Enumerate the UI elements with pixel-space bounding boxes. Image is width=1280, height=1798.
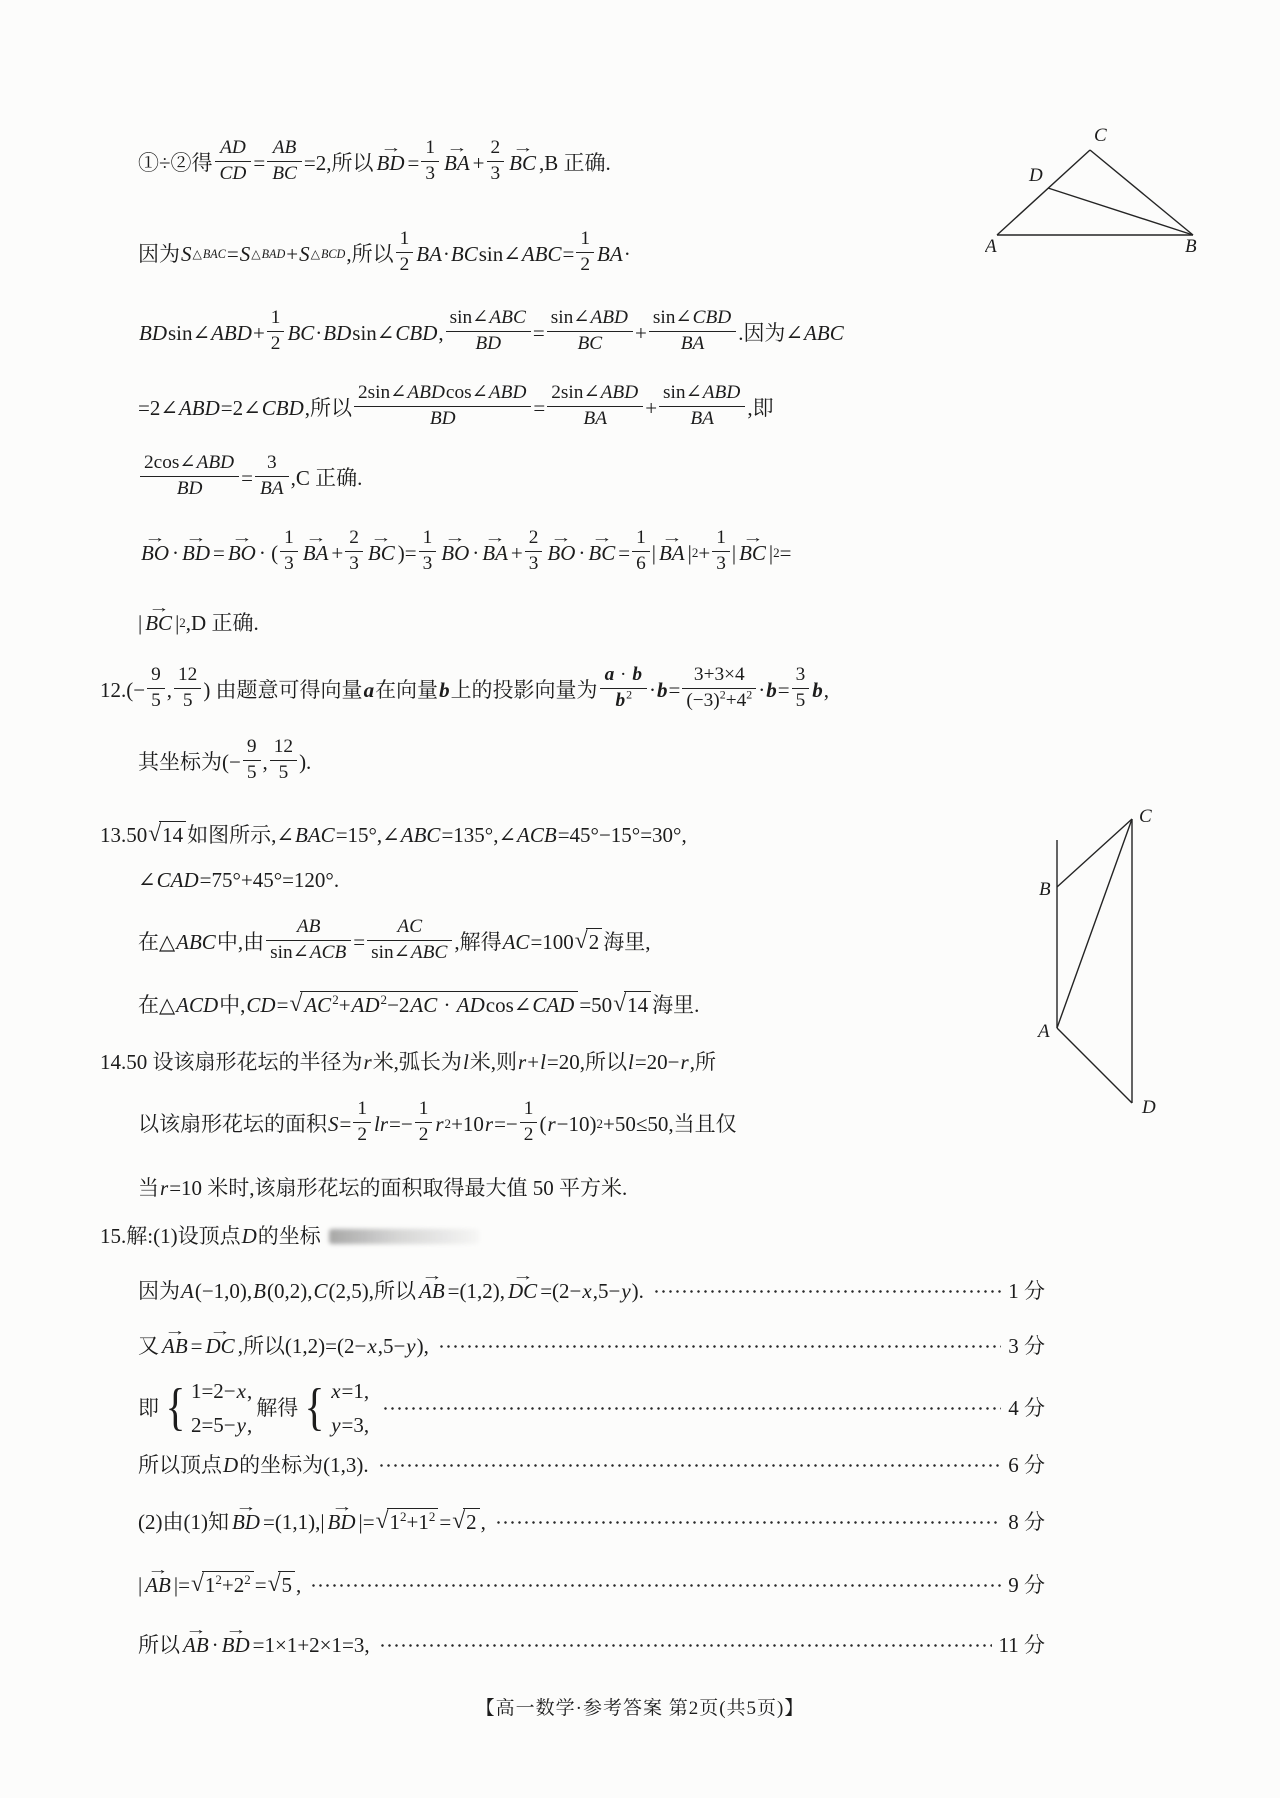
step-math: 又 AB → = DC → ,所以(1,2)=(2− x ,5− y ), <box>138 1334 429 1358</box>
fig1-segment-db <box>1048 188 1193 235</box>
dotted-leader <box>653 1289 1001 1294</box>
p14-line-3: 当 r =10 米时,该扇形花坛的面积取得最大值 50 平方米. <box>138 1175 628 1200</box>
p14-line-2: 以该扇形花坛的面积 S = $\frac{1}{2}$ lr =− $\frac{1}{2}$ r 2 +10 r =− $\frac{1}{2}$ ( r −10) 2 +50≤50,当且仅 <box>138 1098 737 1145</box>
step-math: 即 { 1=2−x, 2=5−y, 解得 { x=1, y=3, <box>138 1378 370 1437</box>
p12-line-1: 12.(− $\frac{9}{5}$ , $\frac{12}{5}$ ) 由题意可得向量 a 在向量 b 上的投影向量为 $\frac{a \cdot b}{b^2}$ · b = $\frac{3+3\times 4}{(-3)^2+4^2}$ · b = $\frac{3}{5}$ b , <box>100 664 830 711</box>
fig2-label-d: D <box>1142 1097 1156 1118</box>
figure-triangle-abc <box>985 125 1203 257</box>
p15-step-1 <box>138 1261 1045 1321</box>
p13-line-3: 在△ ABC 中,由 $\frac{AB}{\text{sin∠ACB}}$ = $\frac{AC}{\text{sin∠ABC}}$ ,解得 AC =100 √2 海里, <box>138 916 651 963</box>
p15-intro-line <box>100 1206 479 1266</box>
score-badge: 11 分 <box>998 1632 1045 1657</box>
p14-line-1: 14.50 设该扇形花坛的半径为 r 米,弧长为 l 米,则 r + l =20,所以 l =20− r ,所 <box>100 1049 716 1074</box>
fig2-segment-ad <box>1057 1028 1132 1103</box>
fig2-segment-bc <box>1057 819 1132 887</box>
fig2-segment-ac <box>1057 819 1132 1028</box>
score-badge: 3 分 <box>1008 1333 1045 1358</box>
p11-line-4: =2∠ ABD =2∠ CBD ,所以 $\frac{\text{2sin∠ABDcos∠ABD}}{BD}$ = $\frac{\text{2sin∠ABD}}{BA}$ + $\frac{\text{sin∠ABD}}{BA}$ ,即 <box>138 382 774 429</box>
fig2-label-c: C <box>1139 806 1152 827</box>
p12-line-2: 其坐标为(− $\frac{9}{5}$ , $\frac{12}{5}$ ). <box>138 736 312 783</box>
fig1-side-cb <box>1090 150 1193 235</box>
p15-step-7 <box>138 1615 1045 1675</box>
step-math: 所以顶点 D 的坐标为(1,3). <box>138 1452 369 1477</box>
p15-step-4 <box>138 1435 1045 1495</box>
fig1-label-d: D <box>1029 165 1043 186</box>
score-badge: 4 分 <box>1008 1395 1045 1420</box>
p11-line-5: $\frac{\text{2cos∠ABD}}{BD}$ = $\frac{3}{BA}$ ,C 正确. <box>138 448 362 508</box>
score-badge: 9 分 <box>1008 1572 1045 1597</box>
p13-line-4: 在△ ACD 中, CD = $√AC^2+AD^2-2AC$ · ADcos∠CAD =50 √14 海里. <box>138 990 700 1017</box>
p11-line-3: BD sin∠ ABD + $\frac{1}{2}$ BC · BD sin∠ CBD , $\frac{\text{sin∠ABC}}{BD}$ = $\frac{\text{sin∠ABD}}{BC}$ + $\frac{\text{sin∠CBD}}{BA}$ .因为∠ ABC <box>139 307 844 354</box>
dotted-leader <box>310 1583 1001 1588</box>
score-badge: 6 分 <box>1008 1452 1045 1477</box>
p15-step-2 <box>138 1316 1045 1376</box>
page-footer: 【高一数学·参考答案 第2页(共5页)】 <box>475 1698 805 1719</box>
print-smudge <box>329 1229 479 1244</box>
p11-line-1: ①÷②得 $\frac{AD}{CD}$ = $\frac{AB}{BC}$ =2,所以 BD → = $\frac{1}{3}$ BA → + $\frac{2}{3}$ BC → ,B 正确. <box>138 133 611 193</box>
fig2-label-b: B <box>1039 879 1051 900</box>
dotted-leader <box>438 1344 1001 1349</box>
step-math: 所以 AB → · BD → =1×1+2×1=3, <box>138 1633 370 1657</box>
figure-bearing-diagram <box>1035 800 1177 1125</box>
dotted-leader <box>379 1643 992 1648</box>
p11-line-6: BO → · BD → = BO → · ( $\frac{1}{3}$ BA → + $\frac{2}{3}$ BC → )= $\frac{1}{3}$ BO → · BA → + $\frac{2}{3}$ BO → · BC → = $\frac{1}{6}$ | BA → | 2 + $\frac{1}{3}$ | BC → | 2 = <box>138 523 792 583</box>
p15-intro-text: 15.解:(1)设顶点 D 的坐标 <box>100 1223 321 1248</box>
fig1-label-c: C <box>1094 125 1107 146</box>
step-math: 因为 A (−1,0), B (0,2), C (2,5),所以 AB → =(1,2), DC → =(2− x ,5− y ). <box>138 1279 644 1303</box>
step-math: (2)由(1)知 BD → =(1,1),| BD → |= $√1^2+1^2$ = √2 , <box>138 1508 486 1536</box>
dotted-leader <box>378 1463 1002 1468</box>
p13-line-2: ∠ CAD =75°+45°=120°. <box>138 867 340 892</box>
score-badge: 8 分 <box>1008 1509 1045 1534</box>
p11-line-7: | BC → | 2 ,D 正确. <box>138 593 259 653</box>
score-badge: 1 分 <box>1008 1278 1045 1303</box>
fig1-label-b: B <box>1185 236 1197 257</box>
fig1-label-a: A <box>985 236 997 257</box>
p13-line-1: 13.50 √14 如图所示,∠ BAC =15°,∠ ABC =135°,∠ ACB =45°−15°=30°, <box>100 820 687 847</box>
step-math: | AB → |= $√1^2+2^2$ = √5 , <box>138 1571 301 1599</box>
p11-line-2: 因为 S △BAC = S △BAD + S △BCD ,所以 $\frac{1}{2}$ BA · BC sin∠ ABC = $\frac{1}{2}$ BA · <box>138 228 631 275</box>
fig2-label-a: A <box>1038 1021 1050 1042</box>
dotted-leader <box>495 1520 1001 1525</box>
p15-step-5 <box>138 1492 1045 1552</box>
fig1-side-ac <box>997 150 1090 235</box>
p15-step-6 <box>138 1555 1045 1615</box>
dotted-leader <box>382 1406 1001 1411</box>
